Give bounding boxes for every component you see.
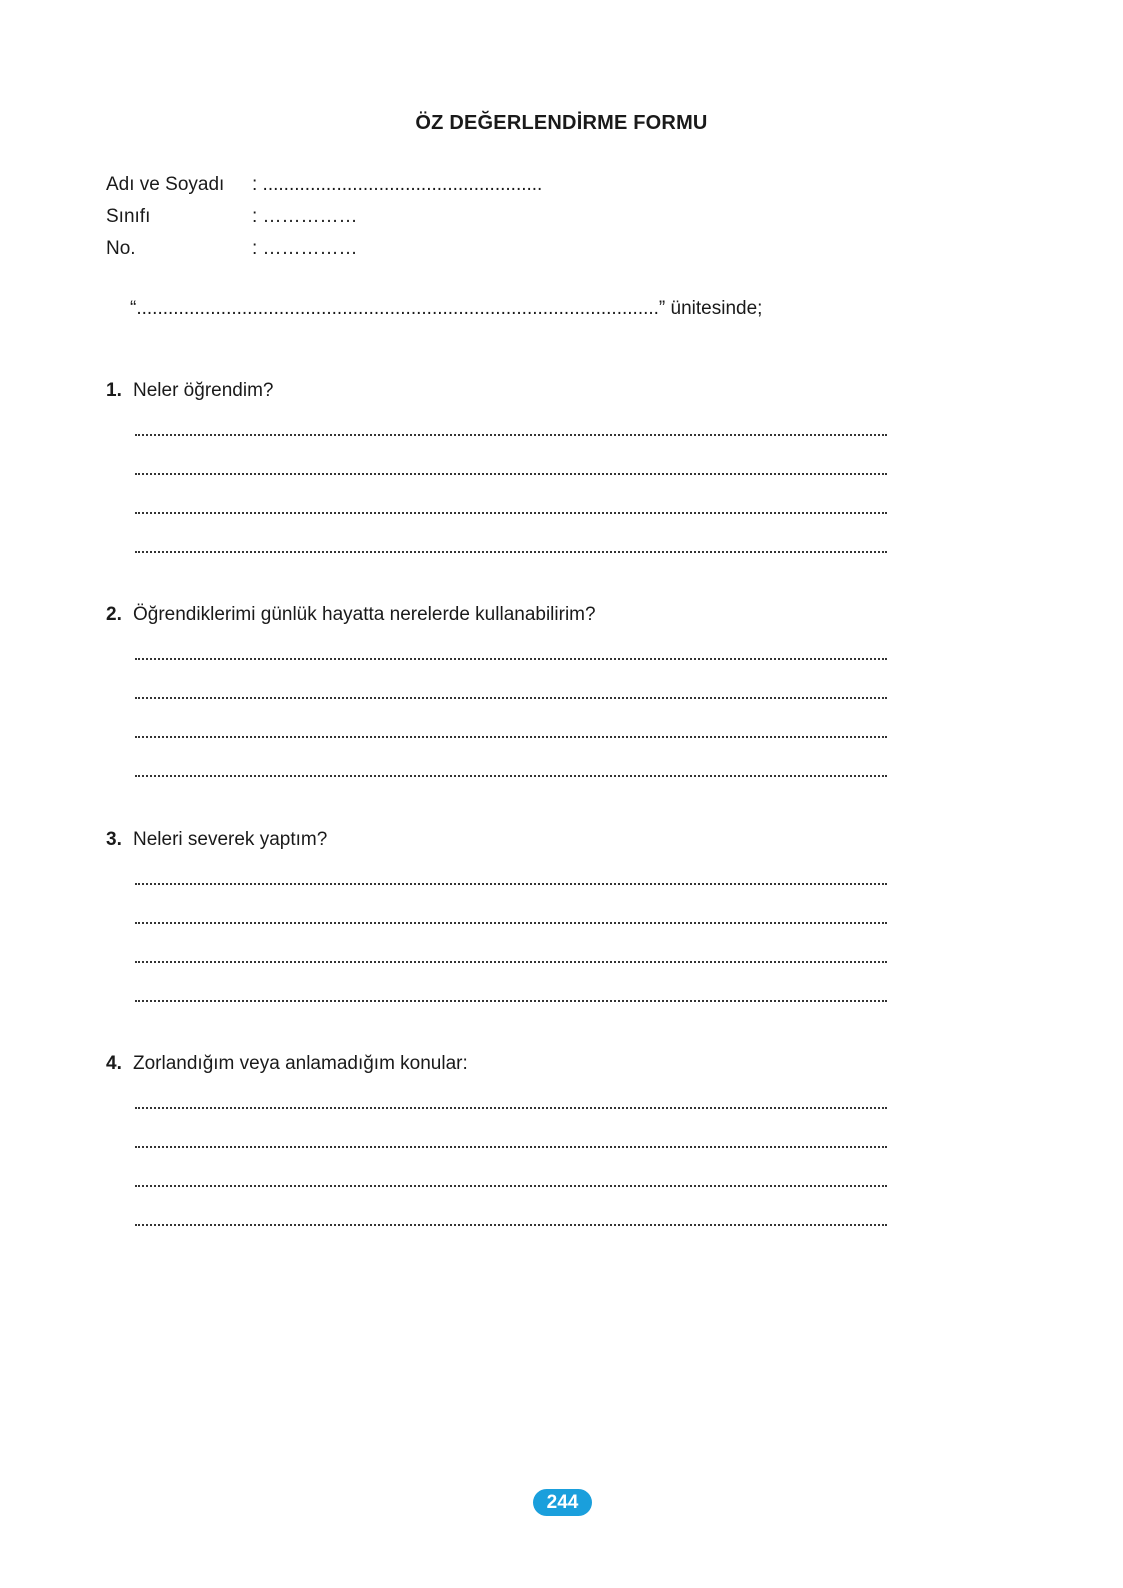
answer-line[interactable] xyxy=(135,1000,887,1002)
answer-line[interactable] xyxy=(135,736,887,738)
answer-line[interactable] xyxy=(135,697,887,699)
number-field-row xyxy=(106,238,358,260)
class-label: Sınıfı xyxy=(106,206,151,227)
answer-line[interactable] xyxy=(135,473,887,475)
answer-line[interactable] xyxy=(135,551,887,553)
question-text: Zorlandığım veya anlamadığım konular: xyxy=(133,1053,468,1074)
name-label: Adı ve Soyadı xyxy=(106,174,225,195)
question-number: 3. xyxy=(106,829,122,850)
question-number: 4. xyxy=(106,1053,122,1074)
answer-line[interactable] xyxy=(135,1107,887,1109)
unit-prompt[interactable]: “...................................................................................................” ünitesinde; xyxy=(130,298,763,319)
question-text: Öğrendiklerimi günlük hayatta nerelerde kullanabilirim? xyxy=(133,604,596,625)
answer-line[interactable] xyxy=(135,922,887,924)
answer-line[interactable] xyxy=(135,961,887,963)
answer-line[interactable] xyxy=(135,434,887,436)
answer-line[interactable] xyxy=(135,1224,887,1226)
question-2 xyxy=(106,604,596,626)
answer-line[interactable] xyxy=(135,658,887,660)
answer-line[interactable] xyxy=(135,1146,887,1148)
answer-line[interactable] xyxy=(135,1185,887,1187)
class-field-row xyxy=(106,206,358,228)
question-3 xyxy=(106,829,327,851)
question-number: 2. xyxy=(106,604,122,625)
form-title: ÖZ DEĞERLENDİRME FORMU xyxy=(415,112,708,134)
answer-line[interactable] xyxy=(135,883,887,885)
question-number: 1. xyxy=(106,380,122,401)
page-number-badge: 244 xyxy=(533,1489,592,1516)
answer-line[interactable] xyxy=(135,775,887,777)
question-text: Neler öğrendim? xyxy=(133,380,274,401)
number-blank[interactable]: : …………… xyxy=(252,238,358,259)
class-blank[interactable]: : …………… xyxy=(252,206,358,227)
answer-line[interactable] xyxy=(135,512,887,514)
name-field-row xyxy=(106,174,542,196)
question-1 xyxy=(106,380,273,402)
question-text: Neleri severek yaptım? xyxy=(133,829,328,850)
number-label: No. xyxy=(106,238,136,259)
name-blank[interactable]: : ..................................................... xyxy=(252,174,543,195)
question-4 xyxy=(106,1053,468,1075)
